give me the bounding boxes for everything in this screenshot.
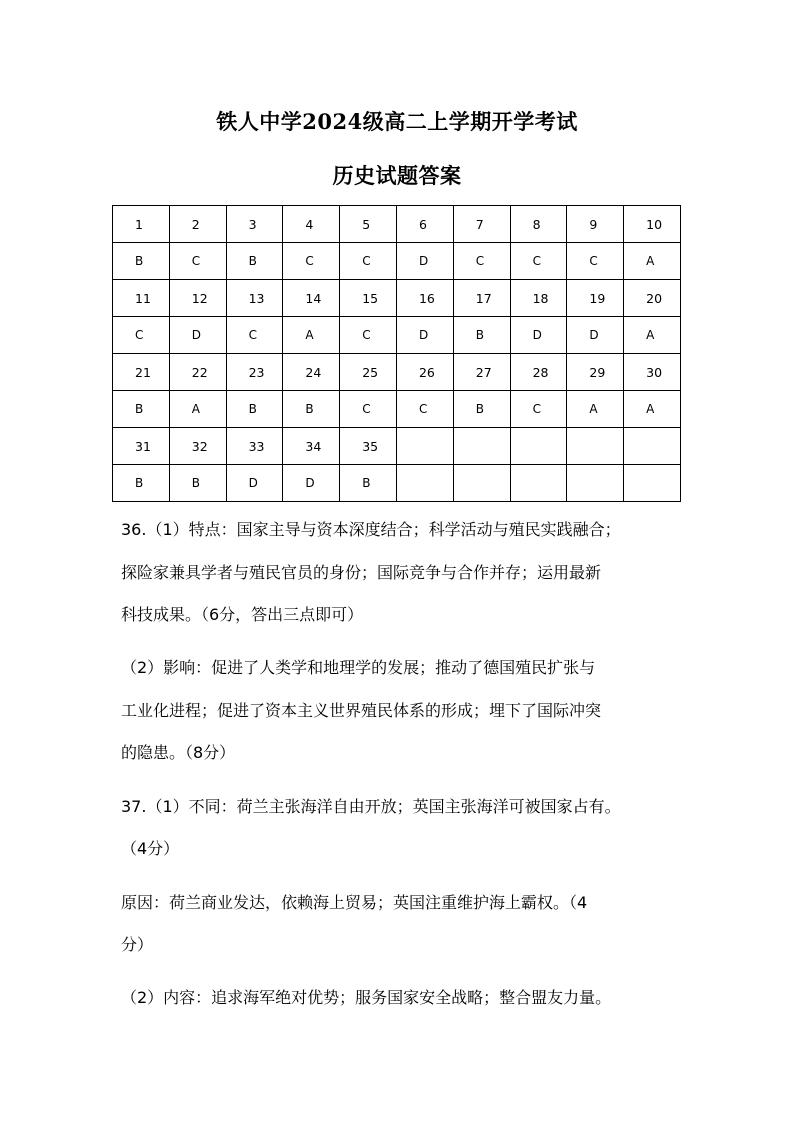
answer-cell: B bbox=[453, 317, 510, 354]
answer-cell bbox=[396, 465, 453, 502]
question-number-cell: 18 bbox=[510, 280, 567, 317]
question-number-cell: 4 bbox=[283, 206, 340, 243]
answer-row bbox=[113, 317, 681, 354]
question-number-cell: 20 bbox=[624, 280, 681, 317]
question-number-row bbox=[113, 428, 681, 465]
question-number-cell: 28 bbox=[510, 354, 567, 391]
answer-cell: C bbox=[226, 317, 283, 354]
q36-part2-line2: 工业化进程；促进了资本主义世界殖民体系的形成；埋下了国际冲突 bbox=[121, 701, 602, 720]
answer-cell: D bbox=[226, 465, 283, 502]
question-number-row bbox=[113, 354, 681, 391]
question-number-cell: 24 bbox=[283, 354, 340, 391]
answer-cell bbox=[567, 465, 624, 502]
answer-cell: B bbox=[226, 243, 283, 280]
q36-part1-line3: 科技成果。（6分，答出三点即可） bbox=[121, 605, 364, 624]
question-number-cell: 6 bbox=[396, 206, 453, 243]
question-number-cell: 14 bbox=[283, 280, 340, 317]
page-subtitle: 历史试题答案 bbox=[332, 163, 462, 188]
question-number-cell: 2 bbox=[169, 206, 226, 243]
question-number-cell: 8 bbox=[510, 206, 567, 243]
question-number-cell: 7 bbox=[453, 206, 510, 243]
answer-row bbox=[113, 465, 681, 502]
question-number-cell: 3 bbox=[226, 206, 283, 243]
answer-cell: B bbox=[226, 391, 283, 428]
question-number-cell: 19 bbox=[567, 280, 624, 317]
question-number-cell: 22 bbox=[169, 354, 226, 391]
question-number-cell: 13 bbox=[226, 280, 283, 317]
answer-cell: D bbox=[283, 465, 340, 502]
answer-cell: C bbox=[396, 391, 453, 428]
answer-table bbox=[112, 205, 681, 502]
question-number-cell: 33 bbox=[226, 428, 283, 465]
question-number-cell: 27 bbox=[453, 354, 510, 391]
q36-part2-line3: 的隐患。（8分） bbox=[121, 743, 236, 762]
answer-cell: B bbox=[169, 465, 226, 502]
question-number-cell: 5 bbox=[340, 206, 397, 243]
question-number-cell: 1 bbox=[113, 206, 170, 243]
question-number-row bbox=[113, 280, 681, 317]
question-number-cell: 29 bbox=[567, 354, 624, 391]
q36-part1-line1: 36.（1）特点：国家主导与资本深度结合；科学活动与殖民实践融合； bbox=[121, 520, 621, 539]
answer-cell: A bbox=[624, 317, 681, 354]
answer-cell: C bbox=[340, 243, 397, 280]
question-number-cell: 23 bbox=[226, 354, 283, 391]
answer-cell: B bbox=[340, 465, 397, 502]
q37-reason-line1: 原因：荷兰商业发达，依赖海上贸易；英国注重维护海上霸权。（4 bbox=[121, 893, 588, 912]
answer-cell bbox=[510, 465, 567, 502]
question-number-cell: 15 bbox=[340, 280, 397, 317]
question-number-cell: 30 bbox=[624, 354, 681, 391]
q36-part2-line1: （2）影响：促进了人类学和地理学的发展；推动了德国殖民扩张与 bbox=[121, 658, 596, 677]
answer-cell: B bbox=[113, 391, 170, 428]
question-number-cell bbox=[396, 428, 453, 465]
answer-row bbox=[113, 391, 681, 428]
answer-cell: C bbox=[567, 243, 624, 280]
answer-cell: C bbox=[169, 243, 226, 280]
answer-cell: D bbox=[396, 243, 453, 280]
answer-cell: C bbox=[340, 391, 397, 428]
q37-part1-line1: 37.（1）不同：荷兰主张海洋自由开放；英国主张海洋可被国家占有。 bbox=[121, 797, 621, 816]
answer-cell: C bbox=[510, 243, 567, 280]
question-number-cell: 9 bbox=[567, 206, 624, 243]
question-number-cell: 25 bbox=[340, 354, 397, 391]
answer-cell: D bbox=[169, 317, 226, 354]
question-number-cell: 34 bbox=[283, 428, 340, 465]
answer-cell bbox=[624, 465, 681, 502]
answer-cell: D bbox=[567, 317, 624, 354]
answer-cell: C bbox=[510, 391, 567, 428]
answer-cell: A bbox=[624, 243, 681, 280]
question-number-cell: 17 bbox=[453, 280, 510, 317]
answer-cell: D bbox=[396, 317, 453, 354]
answer-cell: B bbox=[453, 391, 510, 428]
question-number-cell: 32 bbox=[169, 428, 226, 465]
answer-cell: A bbox=[283, 317, 340, 354]
question-number-cell: 21 bbox=[113, 354, 170, 391]
question-number-cell bbox=[624, 428, 681, 465]
question-number-cell bbox=[453, 428, 510, 465]
question-number-cell bbox=[567, 428, 624, 465]
q36-part1-line2: 探险家兼具学者与殖民官员的身份；国际竞争与合作并存；运用最新 bbox=[121, 563, 602, 582]
answer-cell: D bbox=[510, 317, 567, 354]
answer-cell: C bbox=[453, 243, 510, 280]
answer-cell: B bbox=[113, 465, 170, 502]
question-number-row bbox=[113, 206, 681, 243]
answer-cell bbox=[453, 465, 510, 502]
answer-cell: A bbox=[169, 391, 226, 428]
question-number-cell bbox=[510, 428, 567, 465]
question-number-cell: 12 bbox=[169, 280, 226, 317]
answer-row bbox=[113, 243, 681, 280]
question-number-cell: 26 bbox=[396, 354, 453, 391]
question-number-cell: 11 bbox=[113, 280, 170, 317]
q37-part2-line1: （2）内容：追求海军绝对优势；服务国家安全战略；整合盟友力量。 bbox=[121, 988, 612, 1007]
answer-cell: C bbox=[113, 317, 170, 354]
q37-reason-line2: 分） bbox=[121, 935, 154, 954]
answer-cell: C bbox=[340, 317, 397, 354]
question-number-cell: 31 bbox=[113, 428, 170, 465]
answer-cell: A bbox=[624, 391, 681, 428]
answer-cell: B bbox=[283, 391, 340, 428]
question-number-cell: 16 bbox=[396, 280, 453, 317]
page-title: 铁人中学2024级高二上学期开学考试 bbox=[216, 109, 578, 134]
question-number-cell: 10 bbox=[624, 206, 681, 243]
question-number-cell: 35 bbox=[340, 428, 397, 465]
answer-cell: C bbox=[283, 243, 340, 280]
answer-cell: B bbox=[113, 243, 170, 280]
q37-part1-line2: （4分） bbox=[121, 839, 180, 858]
answer-cell: A bbox=[567, 391, 624, 428]
